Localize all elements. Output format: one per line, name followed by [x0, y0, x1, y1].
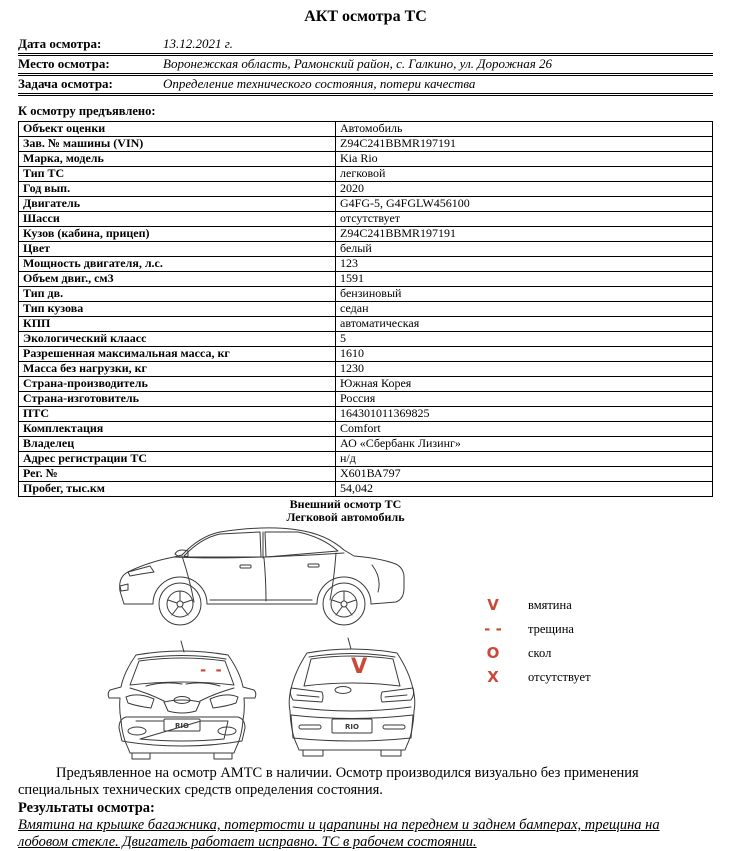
- row-value: Z94C241BBMR197191: [336, 137, 713, 152]
- row-value: Х601ВА797: [336, 467, 713, 482]
- car-front-view-diagram: [106, 640, 258, 762]
- missing-label: отсутствует: [528, 669, 591, 684]
- results-text: Вмятина на крышке багажника, потертости и царапины на переднем и заднем бамперах, трещина на лобовом стекле. Двигатель работает исправно. ТС в рабочем состоянии.: [18, 817, 660, 850]
- row-label: Страна-производитель: [19, 377, 336, 392]
- row-value: Южная Корея: [336, 377, 713, 392]
- row-value: белый: [336, 242, 713, 257]
- table-row: [19, 362, 713, 377]
- row-label: Зав. № машины (VIN): [19, 137, 336, 152]
- inspection-header-table: [18, 36, 713, 96]
- header-row-date: [18, 36, 713, 55]
- chip-symbol: O: [486, 644, 500, 662]
- row-label: Масса без нагрузки, кг: [19, 362, 336, 377]
- inspection-task-label: Задача осмотра:: [18, 75, 163, 95]
- row-label: Страна-изготовитель: [19, 392, 336, 407]
- row-value: отсутствует: [336, 212, 713, 227]
- row-value: 1591: [336, 272, 713, 287]
- table-row: [19, 407, 713, 422]
- row-label: Тип дв.: [19, 287, 336, 302]
- table-row: [19, 392, 713, 407]
- row-value: Россия: [336, 392, 713, 407]
- row-label: Адрес регистрации ТС: [19, 452, 336, 467]
- row-value: легковой: [336, 167, 713, 182]
- rear-plate-badge: RIO: [345, 723, 359, 731]
- row-label: Двигатель: [19, 197, 336, 212]
- legend-item-crack: [476, 617, 591, 641]
- diagram-title-line2: Легковой автомобиль: [286, 510, 405, 524]
- front-plate-badge: RIO: [175, 722, 189, 730]
- row-label: Тип кузова: [19, 302, 336, 317]
- row-label: Мощность двигателя, л.с.: [19, 257, 336, 272]
- table-row: [19, 227, 713, 242]
- inspection-summary: [18, 765, 713, 851]
- row-value: 54,042: [336, 482, 713, 497]
- inspection-date-value: 13.12.2021 г.: [163, 36, 713, 55]
- defect-legend: [476, 593, 591, 689]
- row-label: Экологический клаасс: [19, 332, 336, 347]
- inspection-place-value: Воронежская область, Рамонский район, с. Галкино, ул. Дорожная 26: [163, 55, 713, 75]
- results-heading: Результаты осмотра:: [18, 800, 155, 816]
- row-label: Цвет: [19, 242, 336, 257]
- table-row: [19, 482, 713, 497]
- legend-item-dent: [476, 593, 591, 617]
- row-value: Автомобиль: [336, 122, 713, 137]
- header-row-task: [18, 75, 713, 95]
- row-value: седан: [336, 302, 713, 317]
- row-value: 123: [336, 257, 713, 272]
- row-value: 164301011369825: [336, 407, 713, 422]
- table-row: [19, 122, 713, 137]
- row-label: КПП: [19, 317, 336, 332]
- table-row: [19, 422, 713, 437]
- row-value: АО «Сбербанк Лизинг»: [336, 437, 713, 452]
- table-row: [19, 152, 713, 167]
- crack-label: трещина: [528, 621, 574, 636]
- table-row: [19, 272, 713, 287]
- row-value: Z94C241BBMR197191: [336, 227, 713, 242]
- table-row: [19, 197, 713, 212]
- row-label: Комплектация: [19, 422, 336, 437]
- row-label: Владелец: [19, 437, 336, 452]
- row-label: Кузов (кабина, прицеп): [19, 227, 336, 242]
- presented-heading: К осмотру предъявлено:: [18, 104, 156, 118]
- legend-item-missing: [476, 665, 591, 689]
- inspection-date-label: Дата осмотра:: [18, 36, 163, 55]
- row-value: 5: [336, 332, 713, 347]
- row-value: Comfort: [336, 422, 713, 437]
- table-row: [19, 167, 713, 182]
- car-side-view-diagram: [114, 520, 414, 632]
- table-row: [19, 182, 713, 197]
- table-row: [19, 437, 713, 452]
- dent-label: вмятина: [528, 597, 572, 612]
- row-label: Шасси: [19, 212, 336, 227]
- chip-label: скол: [528, 645, 552, 660]
- crack-mark-front-windshield: - -: [200, 661, 224, 679]
- row-value: н/д: [336, 452, 713, 467]
- row-label: Рег. №: [19, 467, 336, 482]
- row-label: Разрешенная максимальная масса, кг: [19, 347, 336, 362]
- row-value: 1610: [336, 347, 713, 362]
- row-label: Пробег, тыс.км: [19, 482, 336, 497]
- dent-symbol: V: [487, 596, 499, 614]
- table-row: [19, 257, 713, 272]
- row-value: 1230: [336, 362, 713, 377]
- inspection-task-value: Определение технического состояния, потери качества: [163, 75, 713, 95]
- table-row: [19, 212, 713, 227]
- vehicle-details-table: [18, 121, 713, 497]
- row-value: 2020: [336, 182, 713, 197]
- diagram-title-line1: Внешний осмотр ТС: [289, 497, 402, 511]
- table-row: [19, 317, 713, 332]
- presence-paragraph: Предъявленное на осмотр АМТС в наличии. Осмотр производился визуально без применения специальных технических средств определения состояния.: [18, 765, 639, 798]
- row-value: бензиновый: [336, 287, 713, 302]
- row-value: Kia Rio: [336, 152, 713, 167]
- table-row: [19, 377, 713, 392]
- table-row: [19, 137, 713, 152]
- table-row: [19, 347, 713, 362]
- table-row: [19, 287, 713, 302]
- row-value: G4FG-5, G4FGLW456100: [336, 197, 713, 212]
- row-label: Марка, модель: [19, 152, 336, 167]
- row-label: Год вып.: [19, 182, 336, 197]
- missing-symbol: X: [487, 668, 499, 686]
- page-title: АКТ осмотра ТС: [304, 8, 427, 25]
- table-row: [19, 452, 713, 467]
- row-label: Объем двиг., см3: [19, 272, 336, 287]
- inspection-place-label: Место осмотра:: [18, 55, 163, 75]
- dent-mark-rear-trunk: V: [351, 654, 368, 678]
- table-row: [19, 332, 713, 347]
- table-row: [19, 302, 713, 317]
- row-label: Тип ТС: [19, 167, 336, 182]
- table-row: [19, 467, 713, 482]
- header-row-place: [18, 55, 713, 75]
- row-label: ПТС: [19, 407, 336, 422]
- crack-symbol: - -: [484, 620, 502, 638]
- exterior-inspection-diagram: [18, 498, 713, 762]
- table-row: [19, 242, 713, 257]
- row-value: автоматическая: [336, 317, 713, 332]
- legend-item-chip: [476, 641, 591, 665]
- row-label: Объект оценки: [19, 122, 336, 137]
